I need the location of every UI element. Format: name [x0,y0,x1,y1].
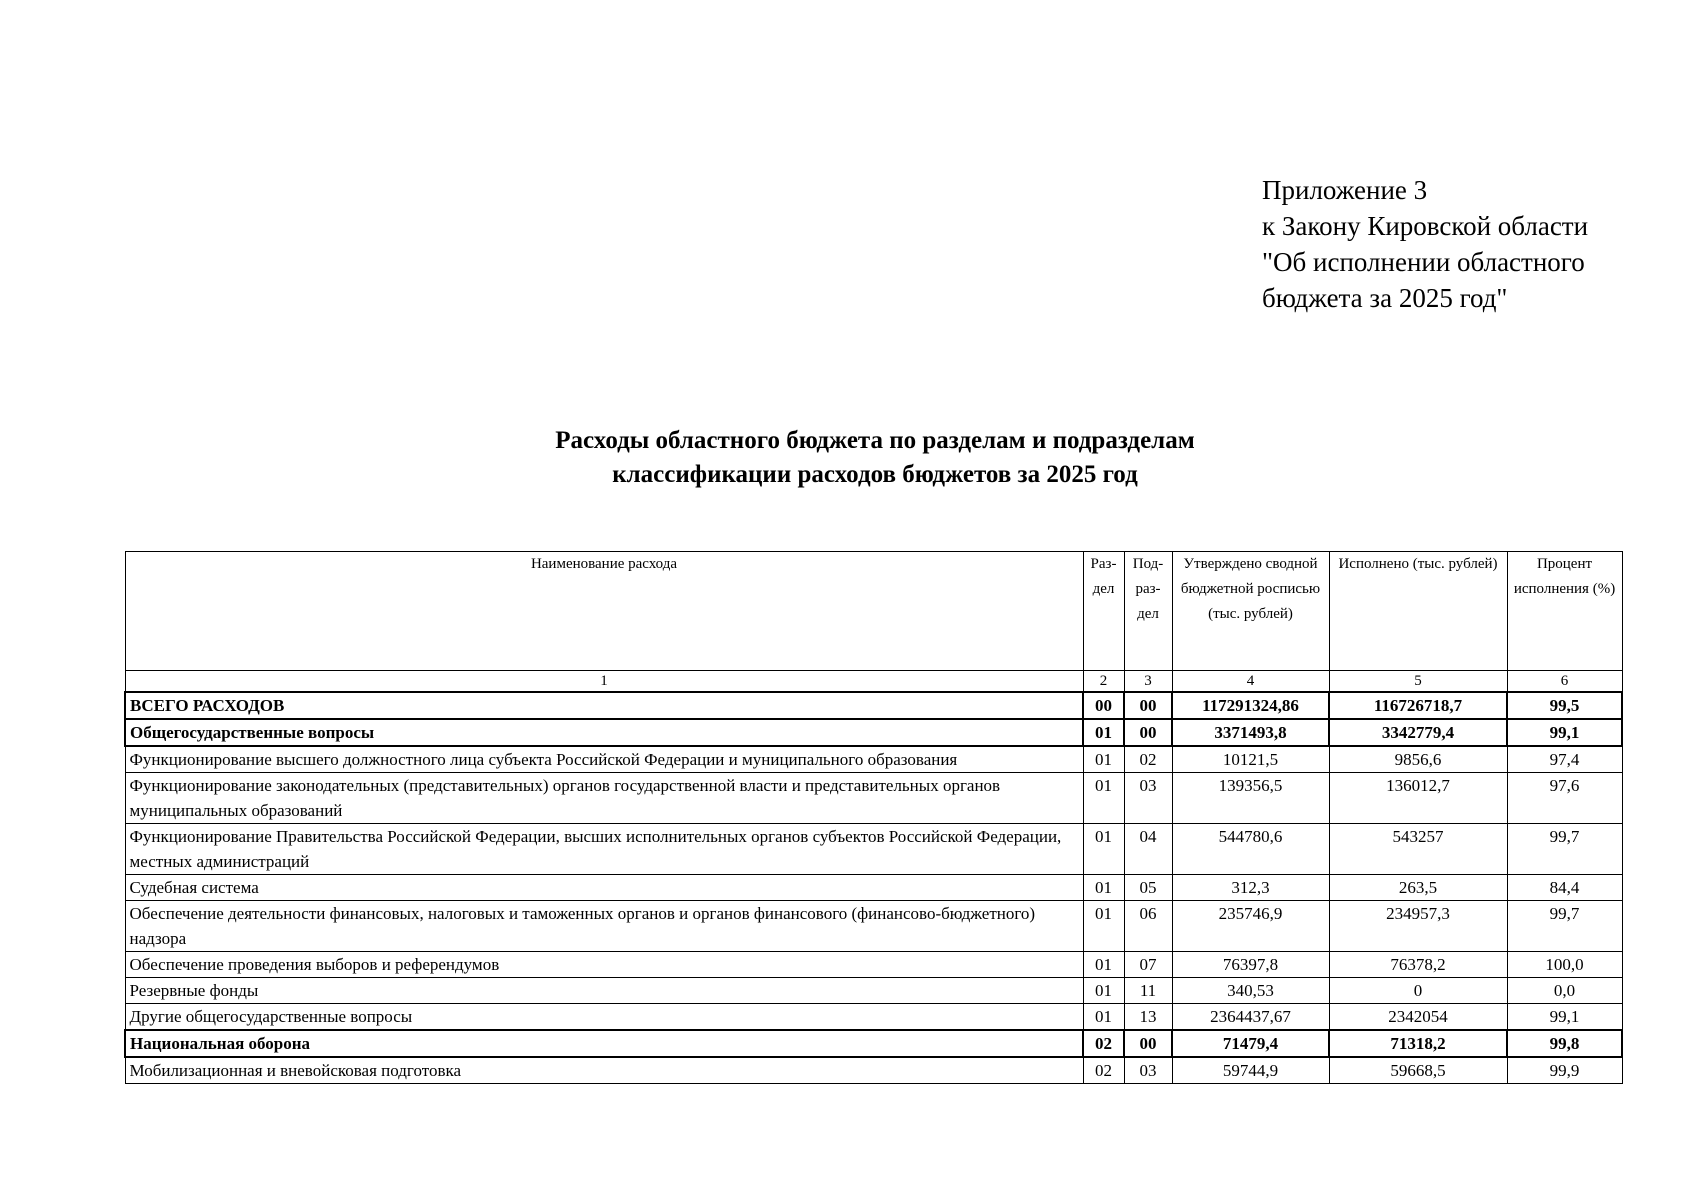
approved-amount: 340,53 [1172,978,1329,1004]
executed-amount: 234957,3 [1329,901,1507,952]
podrazdel-code: 07 [1124,952,1172,978]
executed-amount: 543257 [1329,824,1507,875]
expense-name: Другие общегосударственные вопросы [125,1004,1083,1031]
appendix-line: бюджета за 2025 год" [1262,283,1508,313]
execution-percent: 99,5 [1507,692,1622,719]
approved-amount: 59744,9 [1172,1057,1329,1084]
podrazdel-code: 05 [1124,875,1172,901]
table-row [125,1030,1622,1057]
expense-name: Судебная система [125,875,1083,901]
approved-amount: 10121,5 [1172,746,1329,773]
approved-amount: 235746,9 [1172,901,1329,952]
expense-name: Резервные фонды [125,978,1083,1004]
appendix-line: Приложение 3 [1262,175,1428,205]
executed-amount: 9856,6 [1329,746,1507,773]
column-number: 5 [1329,671,1507,693]
razdel-code: 01 [1083,952,1124,978]
razdel-code: 01 [1083,746,1124,773]
podrazdel-code: 00 [1124,692,1172,719]
execution-percent: 0,0 [1507,978,1622,1004]
expense-name: ВСЕГО РАСХОДОВ [125,692,1083,719]
expense-name: Мобилизационная и вневойсковая подготовка [125,1057,1083,1084]
podrazdel-code: 11 [1124,978,1172,1004]
approved-amount: 117291324,86 [1172,692,1329,719]
table-row [125,875,1622,901]
column-number: 6 [1507,671,1622,693]
podrazdel-code: 02 [1124,746,1172,773]
expense-name: Функционирование высшего должностного лица субъекта Российской Федерации и муниципального образования [125,746,1083,773]
expense-name: Обеспечение деятельности финансовых, налоговых и таможенных органов и органов финансового (финансово-бюджетного) надзора [125,901,1083,952]
execution-percent: 99,1 [1507,719,1622,746]
expense-name: Функционирование законодательных (представительных) органов государственной власти и представительных органов муниципальных образований [125,773,1083,824]
appendix-line: "Об исполнении областного [1262,247,1585,277]
razdel-code: 02 [1083,1030,1124,1057]
header-podrazdel: Под-раз-дел [1124,552,1172,671]
column-number: 4 [1172,671,1329,693]
approved-amount: 2364437,67 [1172,1004,1329,1031]
table-row [125,692,1622,719]
column-number-row [125,671,1622,693]
executed-amount: 2342054 [1329,1004,1507,1031]
razdel-code: 01 [1083,719,1124,746]
header-razdel: Раз-дел [1083,552,1124,671]
header-executed: Исполнено (тыс. рублей) [1329,552,1507,671]
column-number: 1 [125,671,1083,693]
executed-amount: 0 [1329,978,1507,1004]
podrazdel-code: 00 [1124,719,1172,746]
table-row [125,719,1622,746]
razdel-code: 01 [1083,824,1124,875]
table-row [125,773,1622,824]
header-approved: Утверждено сводной бюджетной росписью (тыс. рублей) [1172,552,1329,671]
executed-amount: 76378,2 [1329,952,1507,978]
execution-percent: 97,4 [1507,746,1622,773]
podrazdel-code: 03 [1124,1057,1172,1084]
executed-amount: 136012,7 [1329,773,1507,824]
execution-percent: 99,7 [1507,901,1622,952]
approved-amount: 139356,5 [1172,773,1329,824]
expense-name: Обеспечение проведения выборов и референдумов [125,952,1083,978]
podrazdel-code: 13 [1124,1004,1172,1031]
budget-table [124,551,1623,1084]
table-row [125,952,1622,978]
header-name: Наименование расхода [125,552,1083,671]
execution-percent: 84,4 [1507,875,1622,901]
execution-percent: 99,1 [1507,1004,1622,1031]
executed-amount: 263,5 [1329,875,1507,901]
razdel-code: 01 [1083,773,1124,824]
executed-amount: 3342779,4 [1329,719,1507,746]
razdel-code: 02 [1083,1057,1124,1084]
table-row [125,1004,1622,1031]
document-title [0,424,1696,492]
podrazdel-code: 00 [1124,1030,1172,1057]
podrazdel-code: 03 [1124,773,1172,824]
executed-amount: 71318,2 [1329,1030,1507,1057]
appendix-note [1262,172,1588,316]
column-number: 3 [1124,671,1172,693]
execution-percent: 99,8 [1507,1030,1622,1057]
execution-percent: 99,7 [1507,824,1622,875]
title-line-2: классификации расходов бюджетов за 2025 год [612,461,1138,488]
executed-amount: 116726718,7 [1329,692,1507,719]
approved-amount: 312,3 [1172,875,1329,901]
execution-percent: 97,6 [1507,773,1622,824]
title-line-1: Расходы областного бюджета по разделам и подразделам [555,427,1195,454]
approved-amount: 544780,6 [1172,824,1329,875]
executed-amount: 59668,5 [1329,1057,1507,1084]
razdel-code: 01 [1083,1004,1124,1031]
approved-amount: 3371493,8 [1172,719,1329,746]
podrazdel-code: 04 [1124,824,1172,875]
razdel-code: 01 [1083,978,1124,1004]
execution-percent: 99,9 [1507,1057,1622,1084]
razdel-code: 00 [1083,692,1124,719]
table-row [125,978,1622,1004]
expense-name: Общегосударственные вопросы [125,719,1083,746]
table-row [125,824,1622,875]
podrazdel-code: 06 [1124,901,1172,952]
table-header-row [125,552,1622,671]
header-percent: Процент исполнения (%) [1507,552,1622,671]
razdel-code: 01 [1083,901,1124,952]
expense-name: Национальная оборона [125,1030,1083,1057]
table-row [125,1057,1622,1084]
razdel-code: 01 [1083,875,1124,901]
approved-amount: 71479,4 [1172,1030,1329,1057]
table-row [125,746,1622,773]
appendix-line: к Закону Кировской области [1262,211,1589,241]
table-row [125,901,1622,952]
execution-percent: 100,0 [1507,952,1622,978]
expense-name: Функционирование Правительства Российской Федерации, высших исполнительных органов субъектов Российской Федерации, местных администраций [125,824,1083,875]
column-number: 2 [1083,671,1124,693]
approved-amount: 76397,8 [1172,952,1329,978]
